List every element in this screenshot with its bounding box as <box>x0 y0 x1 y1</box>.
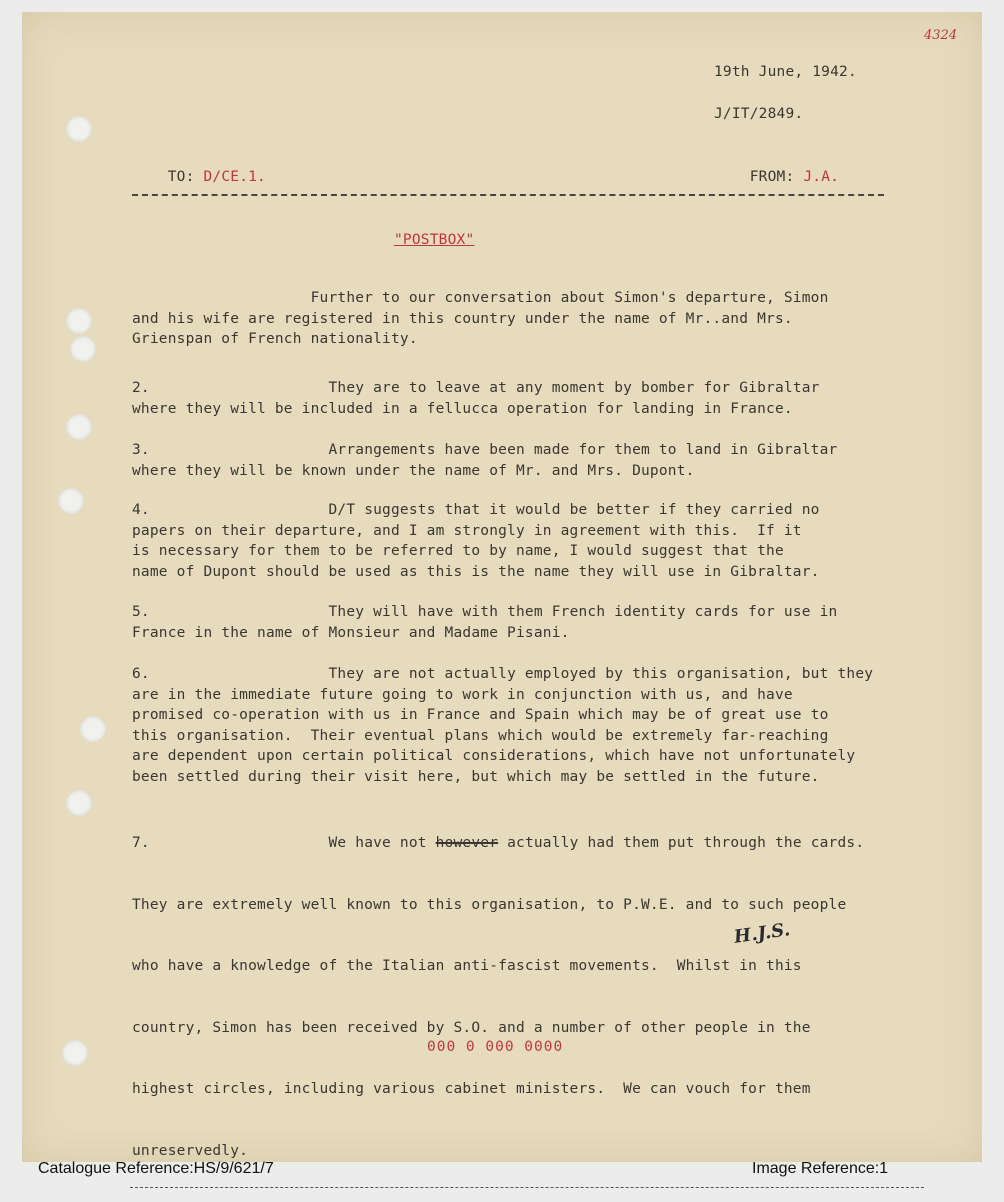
from-field <box>714 146 839 208</box>
paragraph-number: 2. <box>132 380 150 396</box>
paragraph-line: been settled during their visit here, but which may be settled in the future. <box>132 768 820 785</box>
paragraph-line: Grienspan of French nationality. <box>132 331 418 347</box>
memo-title: "POSTBOX" <box>394 232 475 248</box>
paragraph-first-line: Further to our conversation about Simon's departure, Simon <box>132 290 829 306</box>
memo-reference: J/IT/2849. <box>714 106 804 122</box>
image-reference: Image Reference:1 <box>752 1160 889 1177</box>
footer-divider <box>130 1187 924 1188</box>
paragraph-line: papers on their departure, and I am strongly in agreement with this. If it <box>132 522 802 539</box>
to-label: TO: <box>167 168 195 185</box>
paragraph-first-line: 3. Arrangements have been made for them to land in Gibraltar <box>132 442 838 458</box>
from-value: J.A. <box>803 168 840 185</box>
paragraph-7 <box>132 792 952 1202</box>
punch-hole <box>66 116 92 142</box>
paragraph-3 <box>132 440 952 481</box>
paragraph-line: where they will be included in a fellucca operation for landing in France. <box>132 400 793 417</box>
header-divider <box>132 194 884 196</box>
stamp-code: 000 0 000 0000 <box>427 1039 564 1055</box>
paragraph-1 <box>132 288 952 350</box>
punch-hole <box>70 336 96 362</box>
paragraph-first-line: 6. They are not actually employed by this organisation, but they <box>132 666 874 682</box>
catalogue-reference: Catalogue Reference:HS/9/621/7 <box>38 1160 274 1177</box>
paragraph-line: where they will be known under the name of Mr. and Mrs. Dupont. <box>132 462 695 479</box>
memo-date: 19th June, 1942. <box>714 64 857 80</box>
paragraph-line: and his wife are registered in this country under the name of Mr..and Mrs. <box>132 310 793 327</box>
paragraph-number: 5. <box>132 604 150 620</box>
from-label: FROM: <box>749 168 795 185</box>
paragraph-line: are dependent upon certain political considerations, which have not unfortunately <box>132 748 856 764</box>
archive-number: 4324 <box>924 28 958 43</box>
paragraph-line: highest circles, including various cabinet ministers. We can vouch for them <box>132 1081 811 1097</box>
paragraph-first-line: 5. They will have with them French identity cards for use in <box>132 604 838 620</box>
paragraph-line: unreservedly. <box>132 1142 249 1159</box>
paragraph-5 <box>132 602 952 643</box>
signature: H.J.S. <box>732 919 792 948</box>
punch-hole <box>66 414 92 440</box>
paragraph-first-line: 4. D/T suggests that it would be better if they carried no <box>132 502 820 518</box>
struck-word: however <box>435 835 499 851</box>
punch-hole <box>58 488 84 514</box>
to-value: D/CE.1. <box>203 168 266 185</box>
punch-hole <box>66 308 92 334</box>
paragraph-line: is necessary for them to be referred to by name, I would suggest that the <box>132 543 784 559</box>
punch-hole <box>66 790 92 816</box>
paragraph-6 <box>132 664 952 787</box>
paragraph-2 <box>132 378 952 419</box>
paragraph-line: who have a knowledge of the Italian anti-fascist movements. Whilst in this <box>132 958 802 974</box>
paragraph-first-line: 2. They are to leave at any moment by bomber for Gibraltar <box>132 380 820 396</box>
paragraph-line: country, Simon has been received by S.O. and a number of other people in the <box>132 1019 811 1036</box>
paragraph-7-first-line: 7. We have not however actually had them put through the cards. <box>132 835 865 851</box>
paragraph-number: 4. <box>132 502 150 518</box>
paragraph-line: name of Dupont should be used as this is the name they will use in Gibraltar. <box>132 563 820 580</box>
paragraph-line: promised co-operation with us in France and Spain which may be of great use to <box>132 707 829 723</box>
to-field <box>132 146 266 208</box>
paragraph-line: France in the name of Monsieur and Madame Pisani. <box>132 624 570 641</box>
paragraph-number: 3. <box>132 442 150 458</box>
document-page <box>22 12 982 1162</box>
punch-hole <box>62 1040 88 1066</box>
paragraph-number: 6. <box>132 666 150 682</box>
punch-hole <box>80 716 106 742</box>
paragraph-number: 7. <box>132 835 150 851</box>
paragraph-line: are in the immediate future going to work in conjunction with us, and have <box>132 686 793 703</box>
paragraph-line: this organisation. Their eventual plans which would be extremely far-reaching <box>132 727 829 744</box>
paragraph-4 <box>132 500 952 582</box>
paragraph-line: They are extremely well known to this organisation, to P.W.E. and to such people <box>132 896 847 913</box>
